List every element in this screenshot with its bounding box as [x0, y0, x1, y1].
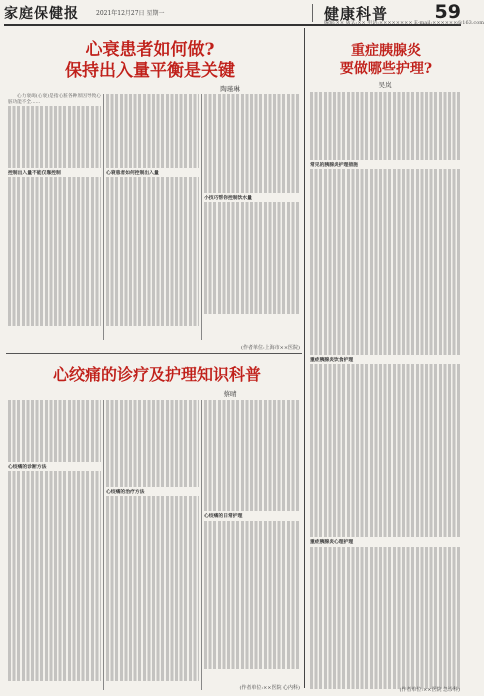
- article2-footer: (作者单位:××医院 急诊科): [399, 687, 460, 693]
- article2-byline: 吴岚: [378, 81, 392, 89]
- article1-byline: 陶瑾琳: [220, 85, 240, 93]
- article1-column-1: [8, 94, 101, 340]
- article3-byline: 蔡晴: [223, 390, 237, 398]
- article1-body-text: [8, 106, 101, 168]
- issue-date: 2021年12月27日 星期一: [96, 10, 165, 17]
- section-divider: [304, 28, 305, 688]
- section-title-left: 家庭保健报: [4, 6, 79, 22]
- column-rule: [103, 94, 104, 340]
- article2-column: [310, 92, 460, 684]
- article3-column-1: [8, 400, 101, 690]
- masthead-divider: [312, 4, 313, 22]
- article-separator: [6, 353, 302, 354]
- article2-title-line2: 要做哪些护理?: [339, 61, 433, 77]
- article3-footer: (作者单位:××医院 心内科): [239, 685, 300, 691]
- article1-subhead-2: 心衰患者如何控制出入量: [106, 170, 159, 177]
- masthead: [4, 1, 484, 26]
- editor-info: 编辑:×× 版式:×× 电话:×××××××× E-mail:××××××@163.com: [324, 20, 484, 26]
- column-rule: [103, 400, 104, 690]
- article2-subhead-1: 常见的胰腺炎护理措施: [310, 162, 358, 169]
- article3-column-2: [106, 400, 199, 690]
- article1-headline: [20, 40, 280, 82]
- page-number: 59: [434, 1, 461, 23]
- article1-subhead-3: 小技巧帮你控制饮水量: [204, 195, 252, 201]
- article1-column-3: [204, 94, 300, 340]
- article1-column-2: [106, 94, 199, 340]
- article3-subhead-2: 心绞痛的治疗方法: [106, 488, 145, 495]
- column-rule: [201, 94, 202, 340]
- article1-footer: (作者单位:上海市××医院): [241, 345, 300, 351]
- article2-title-line1: 重症胰腺炎: [351, 43, 421, 59]
- article2-subhead-2: 重症胰腺炎饮食护理: [310, 356, 354, 363]
- article3-column-3: [204, 400, 300, 682]
- article1-title-line2: 保持出入量平衡是关键: [65, 61, 235, 81]
- article1-subhead-1: 控制出入量不能仅靠控制: [8, 170, 61, 177]
- section-title-right: 健康科普: [324, 5, 389, 23]
- article1-intro: 心力衰竭(心衰)是指心脏各种原因导致心脏功能不全……: [8, 94, 101, 106]
- article1-title-line1: 心衰患者如何做?: [85, 40, 215, 60]
- column-rule: [201, 400, 202, 690]
- article2-headline: [312, 42, 460, 78]
- article3-headline: 心绞痛的诊疗及护理知识科普: [52, 365, 261, 384]
- article3-subhead-1: 心绞痛的诊断方法: [8, 463, 47, 470]
- article3-subhead-3: 心绞痛的日常护理: [204, 513, 243, 520]
- article2-subhead-3: 重症胰腺炎心理护理: [310, 539, 354, 546]
